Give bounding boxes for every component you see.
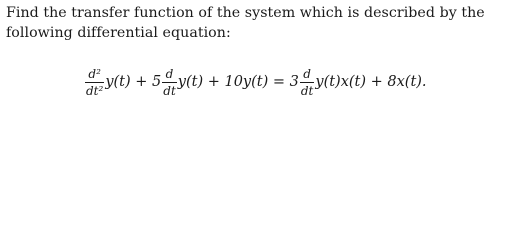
fraction-denominator: dt bbox=[163, 83, 176, 98]
problem-prompt: Find the transfer function of the system which is described by the following differential equation: bbox=[6, 5, 485, 41]
problem-block bbox=[6, 3, 518, 43]
fraction-denominator: dt bbox=[300, 83, 314, 98]
fraction-numerator: d bbox=[303, 66, 311, 81]
fraction-numerator: d² bbox=[88, 66, 101, 81]
equation-segment-1: y(t) + 5 bbox=[105, 74, 162, 90]
equation-segment-2: y(t) + 10y(t) = 3 bbox=[177, 74, 299, 90]
fraction-denominator: dt² bbox=[86, 83, 104, 98]
equation-segment-3: y(t)x(t) + 8x(t). bbox=[315, 74, 427, 90]
first-derivative-operator bbox=[162, 68, 177, 97]
second-derivative-operator bbox=[85, 68, 104, 97]
differential-equation bbox=[84, 63, 427, 101]
fraction-numerator: d bbox=[165, 66, 174, 81]
first-derivative-operator-rhs bbox=[300, 68, 315, 97]
